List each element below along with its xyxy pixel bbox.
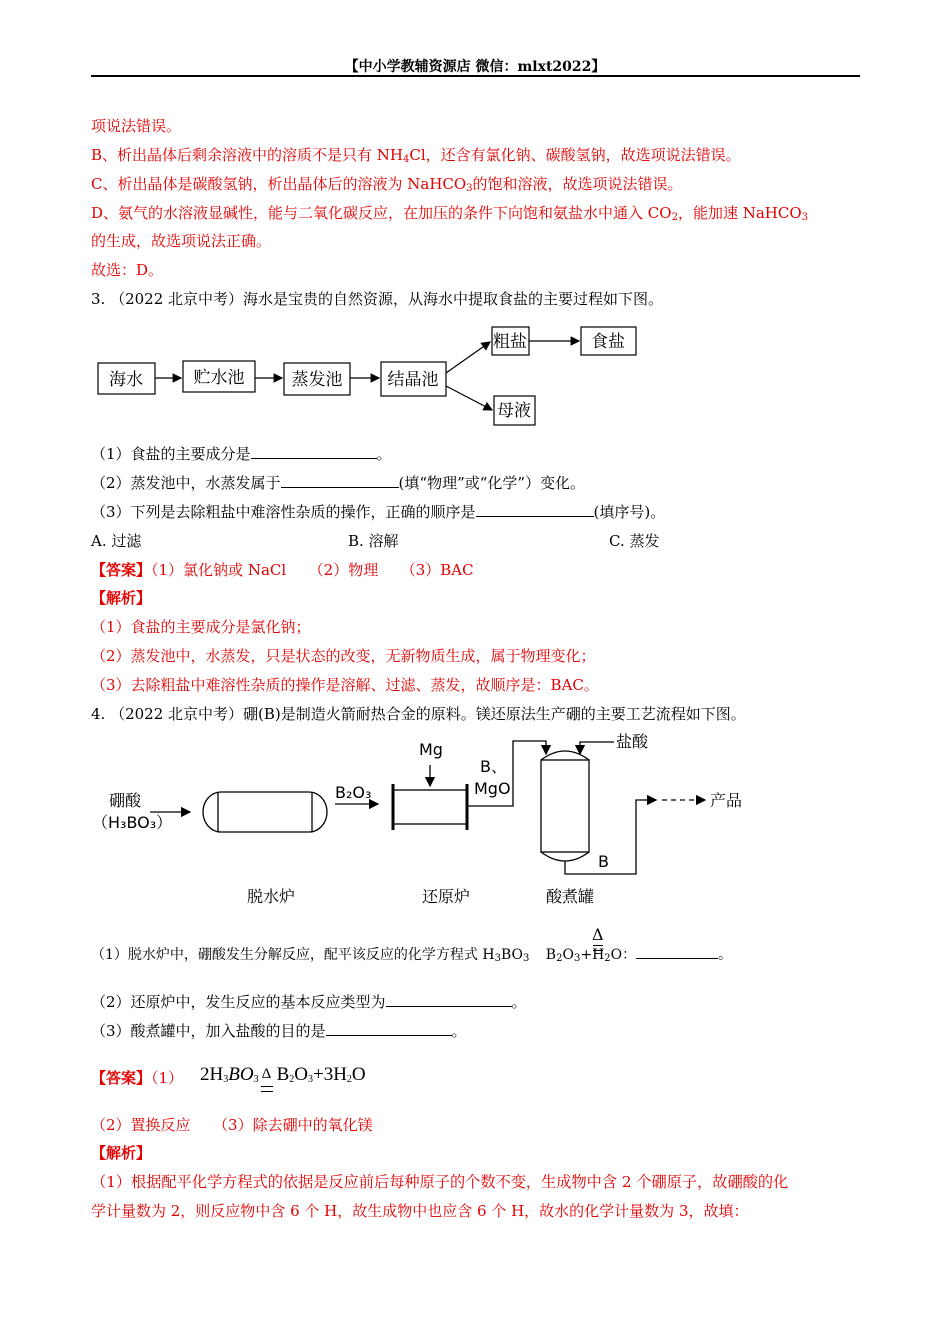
- flow-label: 贮水池: [193, 368, 245, 388]
- flow-arrow: [446, 342, 490, 373]
- q4-answer-equation: $2H_3BO_3$ Δ $B_2O_3+3H_2O$: [200, 1063, 366, 1087]
- flow-label: 食盐: [591, 332, 625, 352]
- flow-label: 粗盐: [493, 332, 527, 352]
- q4-answer: 【答案】（1）: [91, 1069, 184, 1087]
- q3-explanation-2: （2）蒸发池中，水蒸发，只是状态的改变，无新物质生成，属于物理变化；: [91, 647, 596, 665]
- q3-option-a: A. 过滤: [91, 532, 142, 550]
- q3-explanation-3: （3）去除粗盐中难溶性杂质的操作是溶解、过滤、蒸发，故顺序是：BAC。: [91, 676, 599, 694]
- tank-bottom: [541, 852, 589, 861]
- q4-sub2: （2）还原炉中，发生反应的基本反应类型为 。: [91, 993, 527, 1011]
- q3-explanation-1: （1）食盐的主要成分是氯化钠；: [91, 618, 311, 636]
- label-reduction-furnace: 还原炉: [422, 887, 471, 906]
- label-dehydration-furnace: 脱水炉: [247, 887, 296, 906]
- q3-answer: 【答案】（1）氯化钠或 NaCl （2）物理 （3）BAC: [91, 561, 474, 579]
- reduction-furnace: [393, 790, 467, 824]
- acid-boiling-tank: [541, 760, 589, 852]
- explanation-line: 项说法错误。: [91, 117, 182, 135]
- q4-answer-2: （2）置换反应 （3）除去硼中的氧化镁: [91, 1116, 373, 1134]
- label-b2o3: B₂O₃: [335, 783, 372, 802]
- q4-explanation-label: 【解析】: [91, 1144, 152, 1162]
- label-acid-formula: （H₃BO₃）: [92, 813, 173, 832]
- q3-flow-diagram: [0, 318, 950, 433]
- label-mg: Mg: [419, 740, 443, 759]
- q4-sub1: （1）脱水炉中，硼酸发生分解反应，配平该反应的化学方程式 $H_3BO_3$ $B_2O_3+H_2O$： 。: [91, 944, 732, 965]
- flow-label: 母液: [497, 401, 531, 421]
- flow-label: 结晶池: [387, 370, 439, 390]
- q3-option-b: B. 溶解: [348, 532, 399, 550]
- label-outlet-b: B: [598, 852, 609, 871]
- q4-sub3: （3）酸煮罐中，加入盐酸的目的是 。: [91, 1022, 467, 1040]
- label-product: 产品: [710, 791, 743, 810]
- dehydration-furnace: [203, 792, 327, 832]
- explanation-b: B、析出晶体后剩余溶液中的溶质不是只有 $NH_4Cl$，还含有氯化钠、碳酸氢钠，故选项说法错误。: [91, 146, 741, 165]
- label-hcl: 盐酸: [616, 732, 649, 751]
- label-acid: 硼酸: [109, 791, 142, 810]
- flow-label: 蒸发池: [291, 370, 343, 390]
- q4-process-diagram: [0, 730, 950, 915]
- flow-label: 海水: [109, 370, 143, 390]
- answer-choice: 故选：D。: [91, 261, 164, 279]
- tank-top: [541, 751, 589, 760]
- q3-stem: 3. （2022 北京中考）海水是宝贵的自然资源，从海水中提取食盐的主要过程如下图。: [91, 290, 664, 308]
- header-divider: [91, 75, 860, 77]
- q4-delta-symbol: Δ: [592, 925, 604, 944]
- explanation-c: C、析出晶体是碳酸氢钠，析出晶体后的溶液为 NaHCO$_3$的饱和溶液，故选项说法错误。: [91, 175, 683, 194]
- q3-option-c: C. 蒸发: [609, 532, 660, 550]
- q4-stem: 4. （2022 北京中考）硼(B)是制造火箭耐热合金的原料。镁还原法生产硼的主要工艺流程如下图。: [91, 705, 746, 723]
- q4-explanation-2: 学计量数为 2，则反应物中含 6 个 H，故生成物中也应含 6 个 H，故水的化学计量数为 3，故填：: [91, 1202, 749, 1220]
- explanation-d: D、氨气的水溶液显碱性，能与二氧化碳反应，在加压的条件下向饱和氨盐水中通入 $CO_2$，能加速 NaHCO$_3$: [91, 204, 809, 223]
- page-header: 【中小学教辅资源店 微信：mlxt2022】: [344, 59, 606, 75]
- label-mgo: MgO: [474, 779, 511, 798]
- q3-sub1: （1）食盐的主要成分是 。: [91, 445, 392, 463]
- q3-sub2: （2）蒸发池中，水蒸发属于 (填“物理”或“化学”）变化。: [91, 474, 586, 492]
- pipe-hcl: [580, 742, 614, 754]
- label-b: B、: [480, 757, 507, 776]
- pipe-outlet: [565, 800, 656, 874]
- q3-explanation-label: 【解析】: [91, 589, 152, 607]
- label-acid-tank: 酸煮罐: [546, 887, 595, 906]
- explanation-d-cont: 的生成，故选项说法正确。: [91, 232, 272, 250]
- flow-arrow: [446, 386, 492, 410]
- q3-sub3: （3）下列是去除粗盐中难溶性杂质的操作，正确的顺序是 (填序号)。: [91, 503, 666, 521]
- q4-explanation-1: （1）根据配平化学方程式的依据是反应前后每种原子的个数不变，生成物中含 2 个硼原子，故硼酸的化: [91, 1173, 789, 1191]
